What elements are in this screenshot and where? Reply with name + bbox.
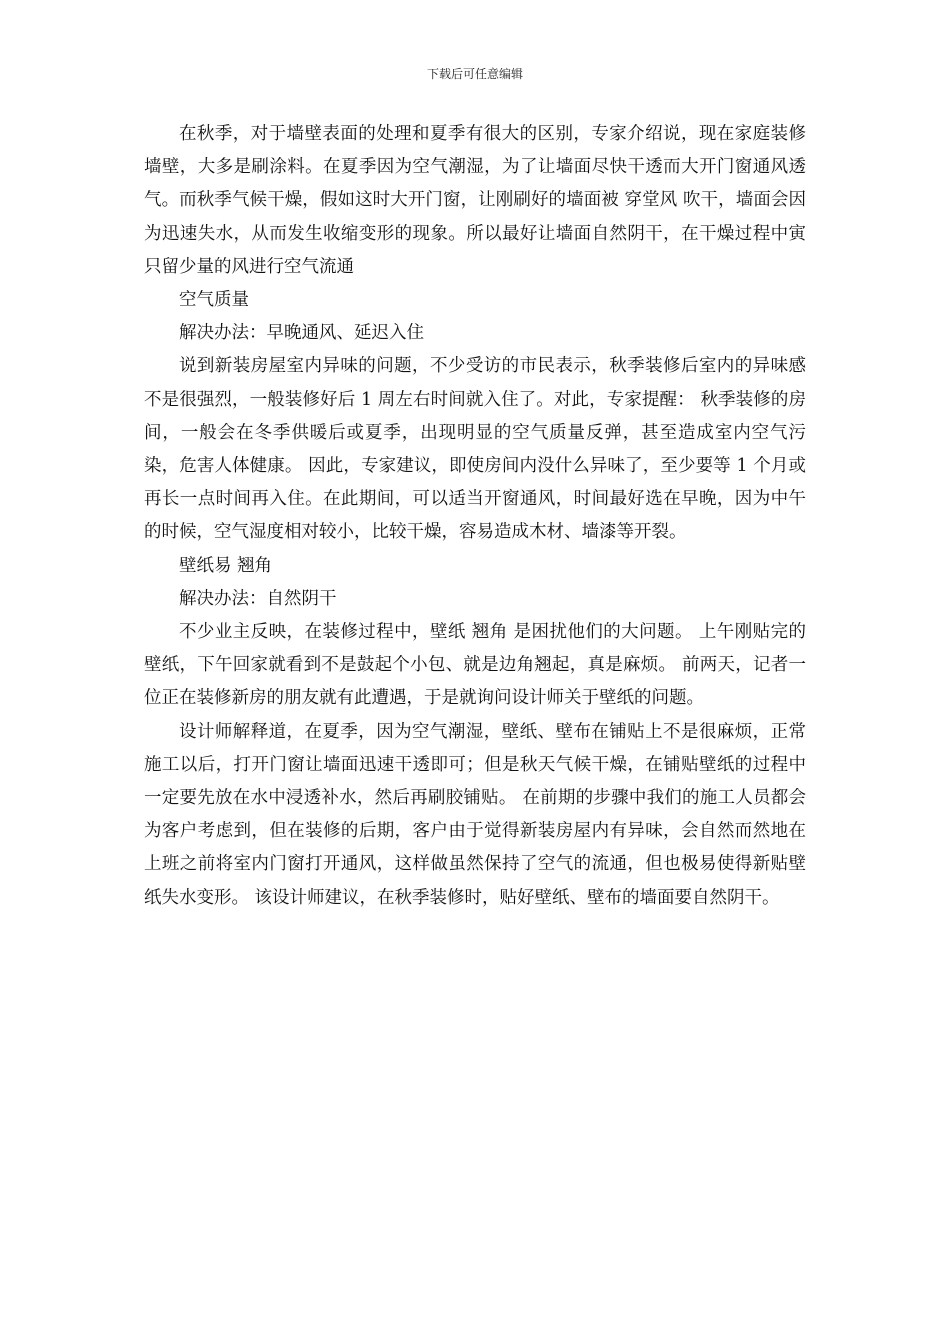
solution-wallpaper: 解决办法：自然阴干 — [179, 588, 337, 609]
section-heading-air-quality: 空气质量 — [179, 290, 249, 311]
paragraph-autumn-wall-treatment: 在秋季，对于墙壁表面的处理和夏季有很大的区别，专家介绍说，现在家庭装修墙壁，大多是刷涂料。在夏季因为空气潮湿，为了让墙面尽快干透而大开门窗通风透气。而秋季气候干燥，假如这时大开门窗，让刚刷好的墙面被 穿堂风 吹干，墙面会因为迅速失水，从而发生收缩变形的现象。所以最好让墙面自然阴干，在干燥过程中寅只留少量的风进行空气流通 — [144, 124, 806, 277]
paragraph-indoor-odor: 说到新装房屋室内异味的问题，不少受访的市民表示，秋季装修后室内的异味感不是很强烈，一般装修好后 1 周左右时间就入住了。对此，专家提醒： 秋季装修的房间，一般会在冬季供暖后或夏季，出现明显的空气质量反弹，甚至造成室内空气污染，危害人体健康。 因此，专家建议，即使房间内没什么异味了，至少要等 1 个月或再长一点时间再入住。在此期间，可以适当开窗通风，时间最好选在早晚，因为中午的时候，空气湿度相对较小，比较干燥，容易造成木材、墙漆等开裂。 — [144, 356, 806, 543]
page-header: 下载后可任意编辑 — [426, 67, 523, 81]
paragraph-wallpaper-problem: 不少业主反映，在装修过程中，壁纸 翘角 是困扰他们的大问题。 上午刚贴完的壁纸，下午回家就看到不是鼓起个小包、就是边角翘起，真是麻烦。 前两天，记者一位正在装修新房的朋友就有此遭遇，于是就询问设计师关于壁纸的问题。 — [144, 622, 806, 709]
paragraph-designer-explanation: 设计师解释道，在夏季，因为空气潮湿，壁纸、壁布在铺贴上不是很麻烦，正常施工以后，打开门窗让墙面迅速干透即可；但是秋天气候干燥，在铺贴壁纸的过程中一定要先放在水中浸透补水，然后再刷胶铺贴。 在前期的步骤中我们的施工人员都会为客户考虑到，但在装修的后期，客户由于觉得新装房屋内有异味，会自然而然地在上班之前将室内门窗打开通风，这样做虽然保持了空气的流通，但也极易使得新贴壁纸失水变形。 该设计师建议，在秋季装修时，贴好壁纸、壁布的墙面要自然阴干。 — [144, 721, 806, 908]
section-heading-wallpaper-curling: 壁纸易 翘角 — [179, 555, 273, 576]
solution-air-quality: 解决办法：早晚通风、延迟入住 — [179, 323, 424, 344]
document-body — [144, 118, 806, 915]
